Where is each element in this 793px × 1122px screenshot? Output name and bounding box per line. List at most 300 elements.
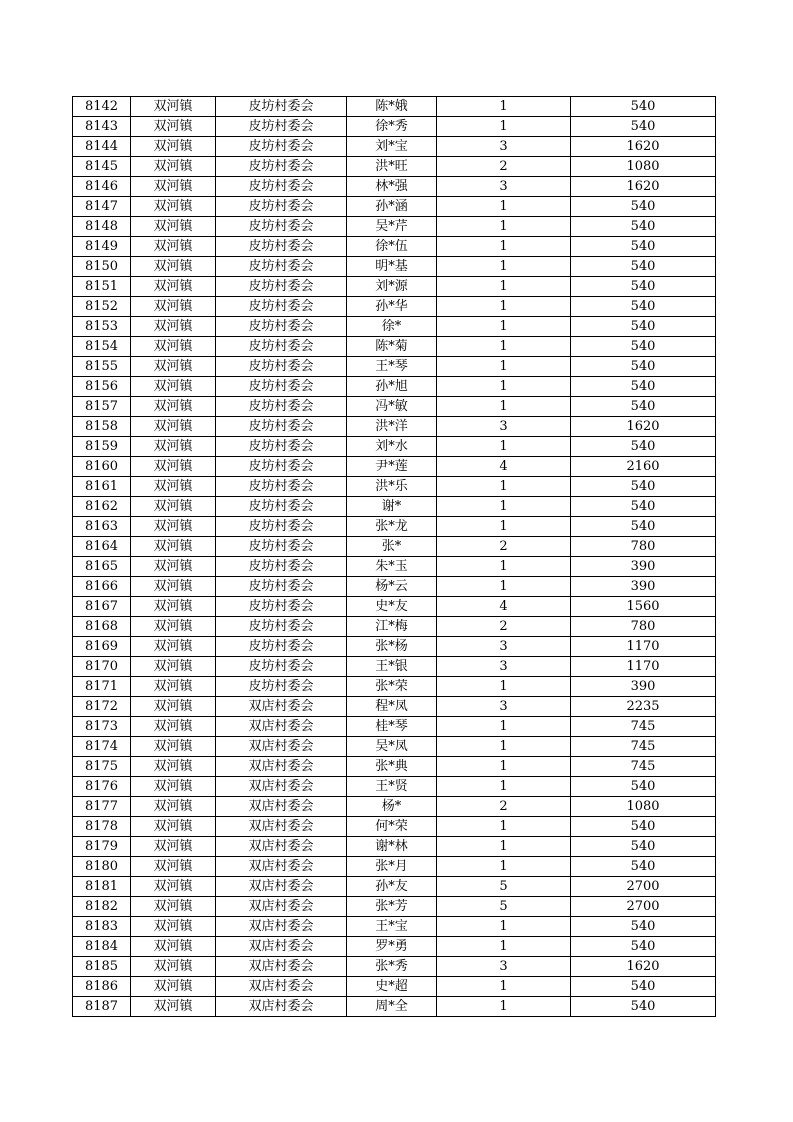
town-cell: 双河镇	[131, 997, 216, 1017]
count-cell: 2	[437, 537, 571, 557]
name-cell: 洪*旺	[347, 157, 437, 177]
table-row	[73, 257, 716, 277]
amount-cell: 540	[571, 837, 716, 857]
row-id-cell: 8180	[73, 857, 131, 877]
name-cell: 孙*友	[347, 877, 437, 897]
count-cell: 1	[437, 777, 571, 797]
village-cell: 皮坊村委会	[216, 317, 347, 337]
name-cell: 张*荣	[347, 677, 437, 697]
village-cell: 皮坊村委会	[216, 617, 347, 637]
count-cell: 1	[437, 357, 571, 377]
name-cell: 王*贤	[347, 777, 437, 797]
count-cell: 1	[437, 817, 571, 837]
row-id-cell: 8155	[73, 357, 131, 377]
count-cell: 1	[437, 677, 571, 697]
name-cell: 徐*	[347, 317, 437, 337]
name-cell: 程*凤	[347, 697, 437, 717]
table-row	[73, 757, 716, 777]
village-cell: 皮坊村委会	[216, 517, 347, 537]
amount-cell: 540	[571, 477, 716, 497]
amount-cell: 1170	[571, 637, 716, 657]
count-cell: 1	[437, 917, 571, 937]
village-cell: 皮坊村委会	[216, 557, 347, 577]
village-cell: 皮坊村委会	[216, 377, 347, 397]
row-id-cell: 8170	[73, 657, 131, 677]
town-cell: 双河镇	[131, 737, 216, 757]
count-cell: 4	[437, 457, 571, 477]
table-row	[73, 517, 716, 537]
town-cell: 双河镇	[131, 137, 216, 157]
amount-cell: 2235	[571, 697, 716, 717]
count-cell: 3	[437, 637, 571, 657]
table-row	[73, 117, 716, 137]
row-id-cell: 8157	[73, 397, 131, 417]
amount-cell: 745	[571, 757, 716, 777]
table-row	[73, 877, 716, 897]
row-id-cell: 8167	[73, 597, 131, 617]
table-row	[73, 617, 716, 637]
amount-cell: 540	[571, 197, 716, 217]
amount-cell: 540	[571, 377, 716, 397]
count-cell: 1	[437, 437, 571, 457]
row-id-cell: 8173	[73, 717, 131, 737]
town-cell: 双河镇	[131, 837, 216, 857]
table-row	[73, 837, 716, 857]
village-cell: 皮坊村委会	[216, 137, 347, 157]
amount-cell: 1620	[571, 177, 716, 197]
town-cell: 双河镇	[131, 217, 216, 237]
name-cell: 刘*水	[347, 437, 437, 457]
village-cell: 双店村委会	[216, 897, 347, 917]
row-id-cell: 8153	[73, 317, 131, 337]
village-cell: 皮坊村委会	[216, 277, 347, 297]
table-row	[73, 957, 716, 977]
town-cell: 双河镇	[131, 677, 216, 697]
town-cell: 双河镇	[131, 617, 216, 637]
amount-cell: 540	[571, 497, 716, 517]
amount-cell: 540	[571, 977, 716, 997]
name-cell: 徐*伍	[347, 237, 437, 257]
table-row	[73, 937, 716, 957]
name-cell: 吴*凤	[347, 737, 437, 757]
town-cell: 双河镇	[131, 277, 216, 297]
amount-cell: 540	[571, 937, 716, 957]
village-cell: 双店村委会	[216, 697, 347, 717]
town-cell: 双河镇	[131, 957, 216, 977]
village-cell: 皮坊村委会	[216, 197, 347, 217]
count-cell: 4	[437, 597, 571, 617]
count-cell: 3	[437, 957, 571, 977]
name-cell: 谢*林	[347, 837, 437, 857]
row-id-cell: 8158	[73, 417, 131, 437]
table-row	[73, 797, 716, 817]
town-cell: 双河镇	[131, 517, 216, 537]
row-id-cell: 8175	[73, 757, 131, 777]
row-id-cell: 8164	[73, 537, 131, 557]
name-cell: 冯*敏	[347, 397, 437, 417]
table-row	[73, 857, 716, 877]
count-cell: 1	[437, 197, 571, 217]
count-cell: 1	[437, 237, 571, 257]
count-cell: 1	[437, 297, 571, 317]
count-cell: 1	[437, 857, 571, 877]
village-cell: 双店村委会	[216, 797, 347, 817]
village-cell: 皮坊村委会	[216, 537, 347, 557]
amount-cell: 540	[571, 117, 716, 137]
table-row	[73, 977, 716, 997]
row-id-cell: 8183	[73, 917, 131, 937]
town-cell: 双河镇	[131, 937, 216, 957]
name-cell: 洪*乐	[347, 477, 437, 497]
row-id-cell: 8168	[73, 617, 131, 637]
table-row	[73, 737, 716, 757]
count-cell: 1	[437, 397, 571, 417]
village-cell: 皮坊村委会	[216, 637, 347, 657]
town-cell: 双河镇	[131, 197, 216, 217]
amount-cell: 540	[571, 777, 716, 797]
row-id-cell: 8166	[73, 577, 131, 597]
town-cell: 双河镇	[131, 717, 216, 737]
name-cell: 江*梅	[347, 617, 437, 637]
amount-cell: 540	[571, 277, 716, 297]
amount-cell: 540	[571, 437, 716, 457]
count-cell: 1	[437, 557, 571, 577]
count-cell: 1	[437, 757, 571, 777]
count-cell: 1	[437, 477, 571, 497]
village-cell: 双店村委会	[216, 717, 347, 737]
name-cell: 刘*宝	[347, 137, 437, 157]
count-cell: 1	[437, 517, 571, 537]
town-cell: 双河镇	[131, 457, 216, 477]
village-cell: 皮坊村委会	[216, 497, 347, 517]
table-row	[73, 397, 716, 417]
name-cell: 明*基	[347, 257, 437, 277]
table-body	[73, 97, 716, 1017]
village-cell: 皮坊村委会	[216, 397, 347, 417]
amount-cell: 1620	[571, 417, 716, 437]
table-row	[73, 677, 716, 697]
amount-cell: 540	[571, 817, 716, 837]
town-cell: 双河镇	[131, 697, 216, 717]
town-cell: 双河镇	[131, 877, 216, 897]
town-cell: 双河镇	[131, 257, 216, 277]
name-cell: 杨*	[347, 797, 437, 817]
table-row	[73, 817, 716, 837]
name-cell: 孙*华	[347, 297, 437, 317]
table-row	[73, 97, 716, 117]
count-cell: 3	[437, 697, 571, 717]
town-cell: 双河镇	[131, 437, 216, 457]
amount-cell: 540	[571, 297, 716, 317]
amount-cell: 780	[571, 617, 716, 637]
village-cell: 皮坊村委会	[216, 477, 347, 497]
name-cell: 张*	[347, 537, 437, 557]
amount-cell: 540	[571, 317, 716, 337]
table-row	[73, 277, 716, 297]
town-cell: 双河镇	[131, 657, 216, 677]
amount-cell: 1620	[571, 137, 716, 157]
table-row	[73, 317, 716, 337]
village-cell: 双店村委会	[216, 857, 347, 877]
name-cell: 陈*娥	[347, 97, 437, 117]
village-cell: 皮坊村委会	[216, 257, 347, 277]
table-row	[73, 897, 716, 917]
village-cell: 皮坊村委会	[216, 577, 347, 597]
town-cell: 双河镇	[131, 537, 216, 557]
count-cell: 1	[437, 277, 571, 297]
village-cell: 皮坊村委会	[216, 177, 347, 197]
amount-cell: 2700	[571, 897, 716, 917]
row-id-cell: 8182	[73, 897, 131, 917]
village-cell: 皮坊村委会	[216, 677, 347, 697]
count-cell: 3	[437, 417, 571, 437]
village-cell: 双店村委会	[216, 917, 347, 937]
name-cell: 张*秀	[347, 957, 437, 977]
name-cell: 洪*洋	[347, 417, 437, 437]
row-id-cell: 8148	[73, 217, 131, 237]
village-cell: 双店村委会	[216, 837, 347, 857]
count-cell: 1	[437, 117, 571, 137]
name-cell: 杨*云	[347, 577, 437, 597]
village-cell: 皮坊村委会	[216, 597, 347, 617]
table-row	[73, 537, 716, 557]
table-row	[73, 997, 716, 1017]
town-cell: 双河镇	[131, 317, 216, 337]
row-id-cell: 8171	[73, 677, 131, 697]
village-cell: 双店村委会	[216, 817, 347, 837]
village-cell: 皮坊村委会	[216, 157, 347, 177]
row-id-cell: 8163	[73, 517, 131, 537]
amount-cell: 540	[571, 917, 716, 937]
row-id-cell: 8145	[73, 157, 131, 177]
row-id-cell: 8146	[73, 177, 131, 197]
row-id-cell: 8160	[73, 457, 131, 477]
amount-cell: 780	[571, 537, 716, 557]
village-cell: 皮坊村委会	[216, 97, 347, 117]
amount-cell: 540	[571, 97, 716, 117]
table-row	[73, 457, 716, 477]
count-cell: 1	[437, 337, 571, 357]
town-cell: 双河镇	[131, 397, 216, 417]
town-cell: 双河镇	[131, 377, 216, 397]
row-id-cell: 8156	[73, 377, 131, 397]
table-row	[73, 177, 716, 197]
table-row	[73, 357, 716, 377]
table-row	[73, 237, 716, 257]
count-cell: 1	[437, 377, 571, 397]
name-cell: 何*荣	[347, 817, 437, 837]
town-cell: 双河镇	[131, 577, 216, 597]
village-cell: 双店村委会	[216, 997, 347, 1017]
count-cell: 5	[437, 877, 571, 897]
amount-cell: 540	[571, 217, 716, 237]
row-id-cell: 8162	[73, 497, 131, 517]
row-id-cell: 8149	[73, 237, 131, 257]
town-cell: 双河镇	[131, 157, 216, 177]
town-cell: 双河镇	[131, 417, 216, 437]
name-cell: 朱*玉	[347, 557, 437, 577]
row-id-cell: 8177	[73, 797, 131, 817]
name-cell: 王*宝	[347, 917, 437, 937]
row-id-cell: 8165	[73, 557, 131, 577]
town-cell: 双河镇	[131, 977, 216, 997]
amount-cell: 540	[571, 337, 716, 357]
row-id-cell: 8161	[73, 477, 131, 497]
table-row	[73, 297, 716, 317]
name-cell: 林*强	[347, 177, 437, 197]
name-cell: 陈*菊	[347, 337, 437, 357]
amount-cell: 1080	[571, 797, 716, 817]
data-table	[72, 96, 716, 1017]
table-row	[73, 157, 716, 177]
name-cell: 孙*旭	[347, 377, 437, 397]
name-cell: 张*龙	[347, 517, 437, 537]
row-id-cell: 8181	[73, 877, 131, 897]
town-cell: 双河镇	[131, 297, 216, 317]
amount-cell: 390	[571, 557, 716, 577]
table-row	[73, 217, 716, 237]
table-row	[73, 697, 716, 717]
row-id-cell: 8151	[73, 277, 131, 297]
town-cell: 双河镇	[131, 817, 216, 837]
table-row	[73, 577, 716, 597]
name-cell: 尹*莲	[347, 457, 437, 477]
village-cell: 皮坊村委会	[216, 297, 347, 317]
village-cell: 双店村委会	[216, 737, 347, 757]
amount-cell: 745	[571, 737, 716, 757]
table-row	[73, 717, 716, 737]
table-row	[73, 497, 716, 517]
count-cell: 2	[437, 617, 571, 637]
town-cell: 双河镇	[131, 857, 216, 877]
row-id-cell: 8154	[73, 337, 131, 357]
count-cell: 1	[437, 837, 571, 857]
amount-cell: 540	[571, 517, 716, 537]
count-cell: 5	[437, 897, 571, 917]
name-cell: 史*超	[347, 977, 437, 997]
row-id-cell: 8169	[73, 637, 131, 657]
amount-cell: 540	[571, 397, 716, 417]
row-id-cell: 8176	[73, 777, 131, 797]
row-id-cell: 8178	[73, 817, 131, 837]
village-cell: 皮坊村委会	[216, 417, 347, 437]
count-cell: 1	[437, 977, 571, 997]
town-cell: 双河镇	[131, 177, 216, 197]
town-cell: 双河镇	[131, 237, 216, 257]
village-cell: 皮坊村委会	[216, 237, 347, 257]
name-cell: 谢*	[347, 497, 437, 517]
table-row	[73, 917, 716, 937]
count-cell: 1	[437, 497, 571, 517]
town-cell: 双河镇	[131, 757, 216, 777]
count-cell: 3	[437, 657, 571, 677]
town-cell: 双河镇	[131, 557, 216, 577]
village-cell: 双店村委会	[216, 957, 347, 977]
row-id-cell: 8143	[73, 117, 131, 137]
count-cell: 2	[437, 797, 571, 817]
row-id-cell: 8179	[73, 837, 131, 857]
name-cell: 徐*秀	[347, 117, 437, 137]
town-cell: 双河镇	[131, 357, 216, 377]
row-id-cell: 8174	[73, 737, 131, 757]
name-cell: 张*月	[347, 857, 437, 877]
table-row	[73, 197, 716, 217]
village-cell: 皮坊村委会	[216, 357, 347, 377]
town-cell: 双河镇	[131, 337, 216, 357]
amount-cell: 1080	[571, 157, 716, 177]
name-cell: 孙*涵	[347, 197, 437, 217]
name-cell: 张*典	[347, 757, 437, 777]
town-cell: 双河镇	[131, 637, 216, 657]
count-cell: 1	[437, 577, 571, 597]
town-cell: 双河镇	[131, 97, 216, 117]
count-cell: 1	[437, 737, 571, 757]
row-id-cell: 8159	[73, 437, 131, 457]
amount-cell: 1170	[571, 657, 716, 677]
amount-cell: 540	[571, 997, 716, 1017]
town-cell: 双河镇	[131, 777, 216, 797]
table-row	[73, 417, 716, 437]
table-row	[73, 777, 716, 797]
village-cell: 皮坊村委会	[216, 657, 347, 677]
amount-cell: 540	[571, 357, 716, 377]
name-cell: 桂*琴	[347, 717, 437, 737]
village-cell: 皮坊村委会	[216, 437, 347, 457]
name-cell: 周*全	[347, 997, 437, 1017]
name-cell: 刘*源	[347, 277, 437, 297]
count-cell: 3	[437, 137, 571, 157]
count-cell: 1	[437, 997, 571, 1017]
village-cell: 双店村委会	[216, 977, 347, 997]
name-cell: 张*杨	[347, 637, 437, 657]
name-cell: 张*芳	[347, 897, 437, 917]
count-cell: 1	[437, 317, 571, 337]
row-id-cell: 8147	[73, 197, 131, 217]
row-id-cell: 8142	[73, 97, 131, 117]
town-cell: 双河镇	[131, 797, 216, 817]
amount-cell: 540	[571, 257, 716, 277]
table-row	[73, 477, 716, 497]
table-row	[73, 337, 716, 357]
amount-cell: 1560	[571, 597, 716, 617]
name-cell: 王*琴	[347, 357, 437, 377]
row-id-cell: 8184	[73, 937, 131, 957]
village-cell: 双店村委会	[216, 877, 347, 897]
count-cell: 1	[437, 937, 571, 957]
town-cell: 双河镇	[131, 897, 216, 917]
amount-cell: 390	[571, 677, 716, 697]
name-cell: 史*友	[347, 597, 437, 617]
count-cell: 1	[437, 217, 571, 237]
village-cell: 双店村委会	[216, 937, 347, 957]
table-row	[73, 137, 716, 157]
row-id-cell: 8144	[73, 137, 131, 157]
amount-cell: 540	[571, 237, 716, 257]
village-cell: 皮坊村委会	[216, 337, 347, 357]
village-cell: 皮坊村委会	[216, 217, 347, 237]
village-cell: 皮坊村委会	[216, 117, 347, 137]
row-id-cell: 8186	[73, 977, 131, 997]
town-cell: 双河镇	[131, 477, 216, 497]
table-row	[73, 377, 716, 397]
amount-cell: 390	[571, 577, 716, 597]
town-cell: 双河镇	[131, 117, 216, 137]
village-cell: 皮坊村委会	[216, 457, 347, 477]
village-cell: 双店村委会	[216, 777, 347, 797]
name-cell: 王*银	[347, 657, 437, 677]
row-id-cell: 8172	[73, 697, 131, 717]
name-cell: 吴*芹	[347, 217, 437, 237]
